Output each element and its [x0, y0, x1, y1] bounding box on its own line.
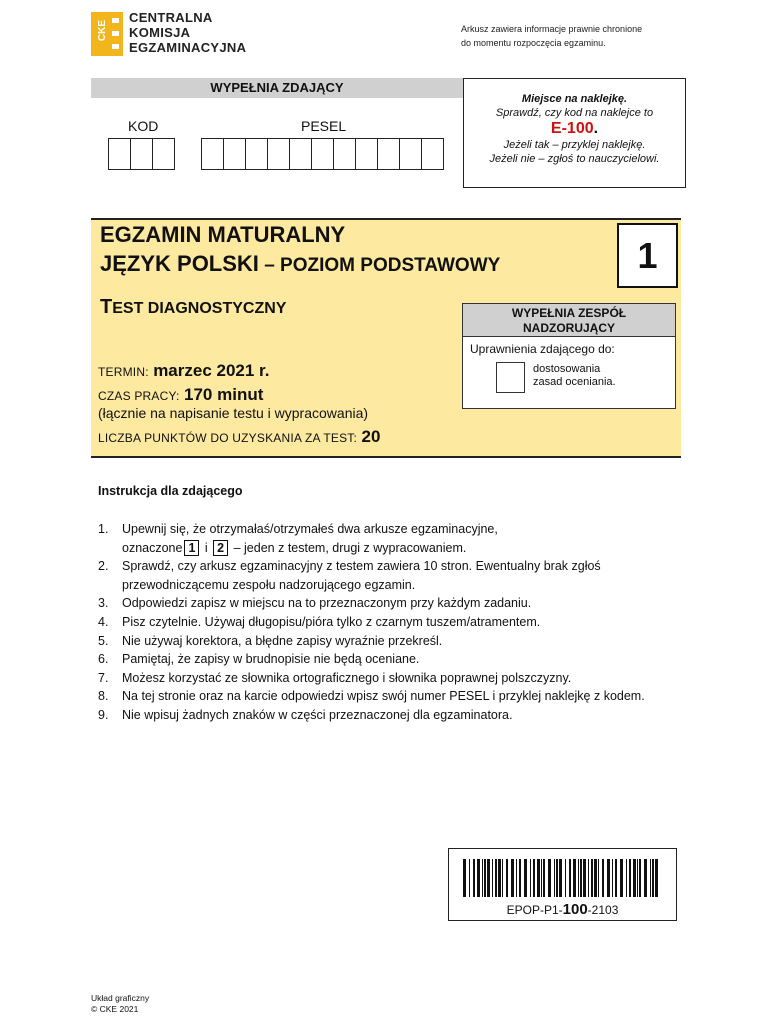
barcode-bar	[644, 859, 647, 897]
barcode-bar	[492, 859, 493, 897]
barcode-bar	[519, 859, 521, 897]
barcode-bar	[573, 859, 576, 897]
pesel-cell[interactable]	[377, 138, 400, 170]
candidate-section-header: WYPEŁNIA ZDAJĄCY	[91, 78, 463, 98]
barcode-bar	[559, 859, 562, 897]
volume-number: 1	[617, 223, 678, 288]
barcode-bar	[484, 859, 486, 897]
barcode	[448, 848, 677, 921]
kod-input[interactable]	[108, 138, 174, 170]
list-item: 1. Upewnij się, że otrzymałaś/otrzymałeś dwa arkusze egzaminacyjne, oznaczone 1 i 2 – jeden z testem, drugi z wypracowaniem.	[98, 522, 498, 555]
barcode-bar	[487, 859, 490, 897]
sticker-title: Miejsce na naklejkę.	[521, 93, 628, 105]
barcode-icon	[463, 859, 662, 897]
sticker-check: Sprawdź, czy kod na naklejce to	[495, 107, 654, 119]
list-item: 7. Możesz korzystać ze słownika ortograficznego i słownika poprawnej polszczyzny.	[98, 670, 572, 685]
list-item: 6. Pamiętaj, że zapisy w brudnopisie nie będą oceniane.	[98, 652, 420, 667]
pesel-cell[interactable]	[355, 138, 378, 170]
list-item: 5. Nie używaj korektora, a błędne zapisy wyraźnie przekreśl.	[98, 633, 443, 648]
barcode-bar	[626, 859, 627, 897]
footer-line-2: © CKE 2021	[91, 1004, 139, 1014]
barcode-bar	[594, 859, 597, 897]
barcode-bar	[655, 859, 658, 897]
barcode-bar	[607, 859, 610, 897]
barcode-bar	[569, 859, 571, 897]
kod-cell[interactable]	[152, 138, 175, 170]
sticker-yes: Jeżeli tak – przyklej naklejkę.	[503, 139, 646, 151]
supervisor-box	[462, 303, 676, 409]
supervisor-header: WYPEŁNIA ZESPÓŁ NADZORUJĄCY	[463, 304, 675, 337]
barcode-bar	[612, 859, 613, 897]
logo-line-1: CENTRALNA	[129, 10, 213, 25]
barcode-bar	[588, 859, 589, 897]
barcode-bar	[473, 859, 475, 897]
pesel-cell[interactable]	[289, 138, 312, 170]
list-item: 3. Odpowiedzi zapisz w miejscu na to przeznaczonym przy każdym zadaniu.	[98, 596, 532, 611]
barcode-bar	[541, 859, 542, 897]
logo-mark-text: CKE	[97, 20, 108, 42]
barcode-bar	[565, 859, 566, 897]
supervisor-rights: Uprawnienia zdającego do:	[470, 342, 615, 356]
barcode-bar	[477, 859, 480, 897]
barcode-bar	[556, 859, 558, 897]
adjustment-checkbox-label: dostosowania zasad oceniania.	[533, 363, 616, 388]
barcode-bar	[583, 859, 586, 897]
pesel-label: PESEL	[301, 118, 347, 134]
legal-notice	[461, 22, 642, 50]
barcode-bar	[498, 859, 501, 897]
list-item: 4. Pisz czytelnie. Używaj długopisu/pióra tylko z czarnym tuszem/atramentem.	[98, 614, 541, 629]
barcode-bar	[620, 859, 623, 897]
barcode-bar	[598, 859, 599, 897]
barcode-bar	[533, 859, 535, 897]
barcode-text: EPOP-P1-100-2103	[506, 901, 619, 918]
pesel-cell[interactable]	[421, 138, 444, 170]
barcode-bar	[639, 859, 641, 897]
exam-term: TERMIN: marzec 2021 r.	[98, 361, 270, 380]
pesel-cell[interactable]	[333, 138, 356, 170]
barcode-bar	[463, 859, 466, 897]
pesel-cell[interactable]	[267, 138, 290, 170]
kod-cell[interactable]	[108, 138, 131, 170]
instructions-title: Instrukcja dla zdającego	[98, 484, 243, 498]
logo-text	[129, 10, 246, 55]
barcode-bar	[633, 859, 636, 897]
barcode-bar	[591, 859, 593, 897]
exam-duration: CZAS PRACY: 170 minut	[98, 385, 264, 404]
barcode-bar	[615, 859, 617, 897]
pesel-input[interactable]	[201, 138, 443, 170]
sticker-code: E-100.	[550, 120, 599, 137]
exam-title: EGZAMIN MATURALNY	[100, 222, 346, 247]
cke-logo-icon	[91, 12, 123, 56]
barcode-bar	[524, 859, 527, 897]
sticker-placeholder	[463, 78, 686, 188]
exam-duration-note: (łącznie na napisanie testu i wypracowania)	[98, 405, 369, 421]
logo-line-2: KOMISJA	[129, 25, 191, 40]
kod-label: KOD	[128, 118, 159, 134]
barcode-bar	[554, 859, 555, 897]
barcode-bar	[506, 859, 508, 897]
pesel-cell[interactable]	[311, 138, 334, 170]
barcode-bar	[530, 859, 531, 897]
sticker-no: Jeżeli nie – zgłoś to nauczycielowi.	[489, 153, 660, 165]
pesel-cell[interactable]	[223, 138, 246, 170]
barcode-bar	[502, 859, 503, 897]
barcode-bar	[511, 859, 514, 897]
pesel-cell[interactable]	[201, 138, 224, 170]
barcode-bar	[650, 859, 651, 897]
logo-line-3: EGZAMINACYJNA	[129, 40, 247, 55]
notice-line-1: Arkusz zawiera informacje prawnie chronione	[461, 24, 643, 34]
barcode-bar	[469, 859, 470, 897]
barcode-bar	[602, 859, 604, 897]
list-item: 8. Na tej stronie oraz na karcie odpowiedzi wpisz swój numer PESEL i przyklej naklejkę z kodem.	[98, 689, 645, 704]
test-type: TEST DIAGNOSTYCZNY	[100, 296, 287, 318]
adjustment-checkbox[interactable]	[496, 362, 525, 393]
footer-line-1: Układ graficzny	[91, 993, 150, 1003]
barcode-bar	[537, 859, 540, 897]
footer	[91, 993, 149, 1015]
kod-cell[interactable]	[130, 138, 153, 170]
barcode-bar	[482, 859, 483, 897]
barcode-bar	[548, 859, 551, 897]
pesel-cell[interactable]	[399, 138, 422, 170]
barcode-bar	[629, 859, 631, 897]
barcode-bar	[578, 859, 579, 897]
barcode-bar	[652, 859, 654, 897]
exam-points: LICZBA PUNKTÓW DO UZYSKANIA ZA TEST: 20	[98, 427, 381, 446]
list-item: 2. Sprawdź, czy arkusz egzaminacyjny z testem zawiera 10 stron. Ewentualny brak zgłoś przewodniczącemu zespołu nadzorującego egzamin.	[98, 559, 601, 592]
notice-line-2: do momentu rozpoczęcia egzaminu.	[461, 38, 606, 48]
barcode-bar	[580, 859, 582, 897]
barcode-bar	[495, 859, 497, 897]
barcode-bar	[637, 859, 638, 897]
barcode-bar	[543, 859, 545, 897]
pesel-cell[interactable]	[245, 138, 268, 170]
instructions-list	[98, 520, 678, 725]
barcode-bar	[516, 859, 517, 897]
exam-subject: JĘZYK POLSKI – POZIOM PODSTAWOWY	[100, 251, 501, 276]
list-item: 9. Nie wpisuj żadnych znaków w części przeznaczonej dla egzaminatora.	[98, 707, 513, 722]
